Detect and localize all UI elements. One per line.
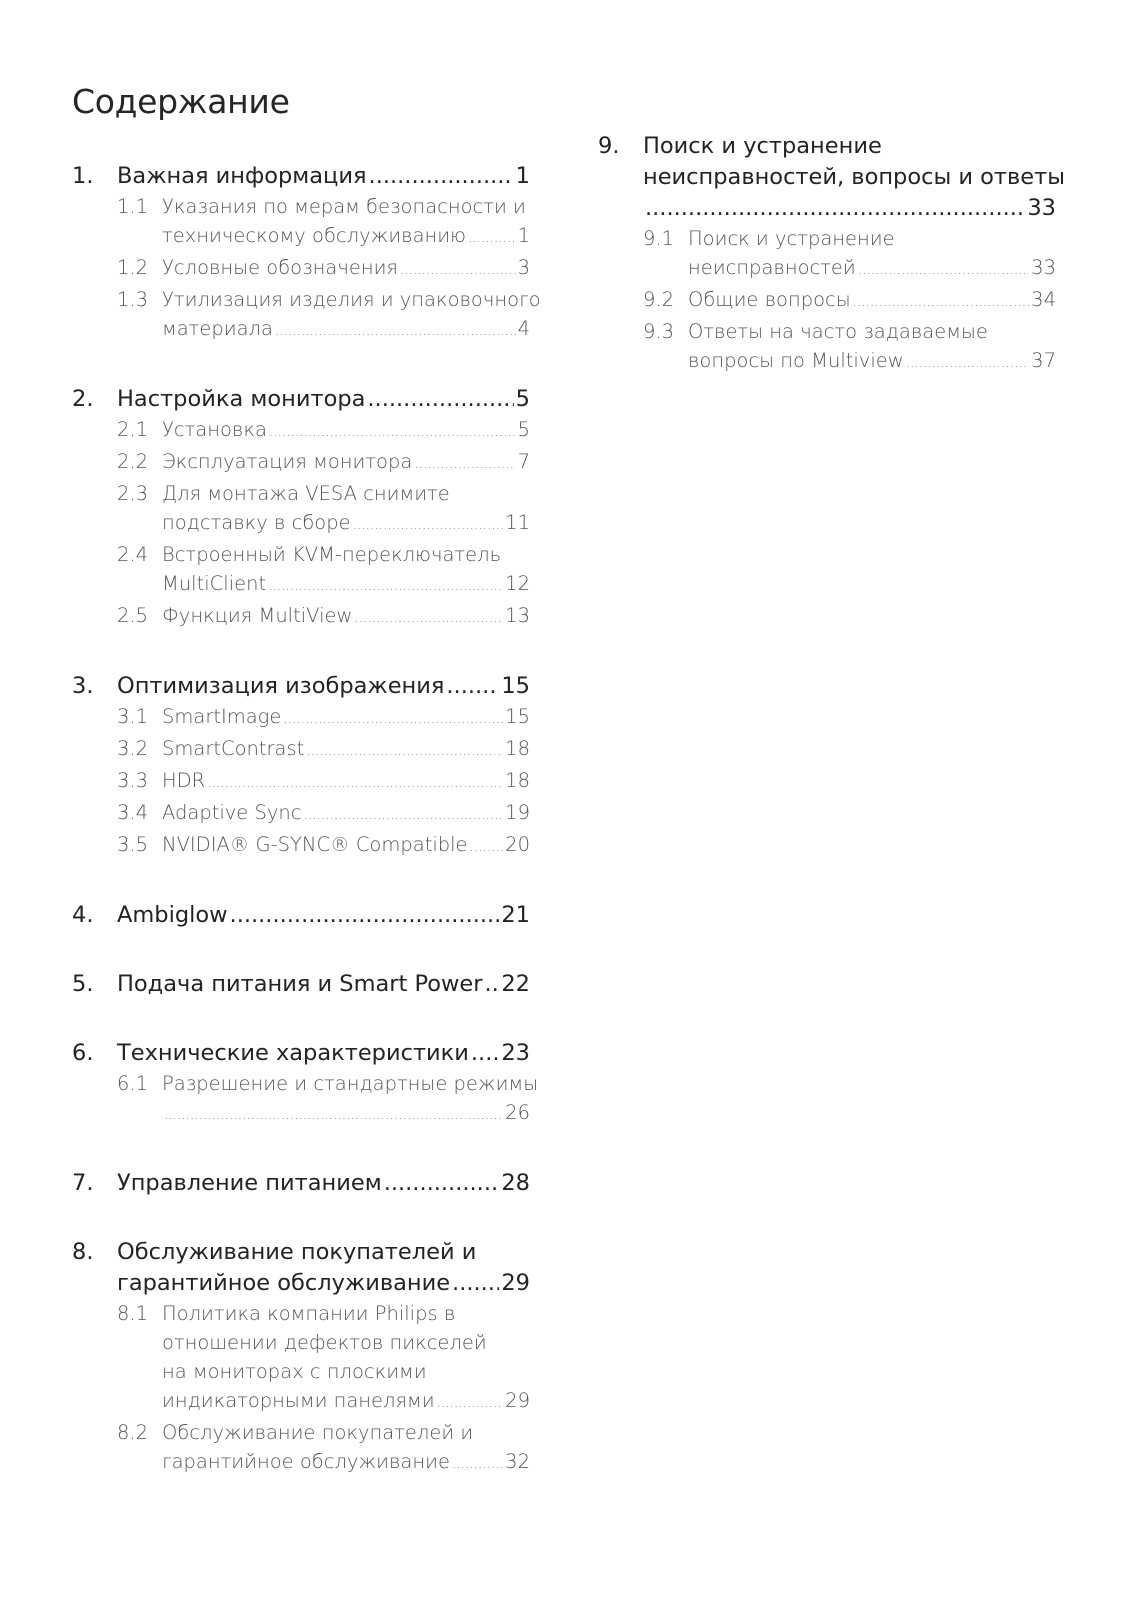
entry-title-line: Оптимизация изображения bbox=[117, 673, 445, 699]
entry-title-line: Обслуживание покупателей и bbox=[162, 1421, 474, 1444]
page-number: 33 bbox=[1031, 256, 1056, 279]
entry-title-line: Adaptive Sync bbox=[162, 801, 302, 824]
dot-leader bbox=[306, 737, 503, 766]
subsection-number: 1.3 bbox=[117, 288, 149, 311]
toc-subsection-entry[interactable] bbox=[72, 285, 541, 346]
entry-title-line: Поиск и устранение bbox=[688, 227, 895, 250]
toc-subsection-entry[interactable] bbox=[72, 253, 530, 285]
page-number: 5 bbox=[515, 386, 530, 412]
section-number: 5. bbox=[72, 971, 94, 997]
dot-leader bbox=[275, 317, 516, 346]
entry-title-line: Управление питанием bbox=[117, 1170, 382, 1196]
toc-section-entry[interactable] bbox=[72, 1168, 530, 1199]
page-number: 20 bbox=[505, 833, 530, 856]
dot-leader bbox=[400, 256, 516, 285]
page-number: 1 bbox=[517, 224, 530, 247]
entry-title-line: Утилизация изделия и упаковочного bbox=[162, 288, 541, 311]
dot-leader bbox=[268, 572, 503, 601]
entry-title-line: MultiClient bbox=[162, 572, 267, 595]
toc-subsection-entry[interactable] bbox=[598, 285, 1056, 317]
toc-section bbox=[72, 969, 530, 1000]
entry-title-line: SmartImage bbox=[162, 705, 282, 728]
page-number: 26 bbox=[505, 1101, 530, 1124]
page-number: 11 bbox=[505, 511, 530, 534]
toc-right-column bbox=[598, 131, 1066, 378]
dot-leader bbox=[230, 900, 500, 931]
page-title: Содержание bbox=[72, 82, 290, 121]
toc-subsection-entry[interactable] bbox=[72, 415, 530, 447]
dot-leader bbox=[414, 450, 515, 479]
subsection-number: 9.1 bbox=[643, 227, 675, 250]
entry-title-line: HDR bbox=[162, 769, 206, 792]
dot-leader bbox=[367, 384, 513, 415]
toc-subsection-entry[interactable] bbox=[72, 540, 530, 601]
toc-subsection-entry[interactable] bbox=[72, 798, 530, 830]
page-number: 37 bbox=[1031, 349, 1056, 372]
entry-title-line: техническому обслуживанию bbox=[162, 224, 466, 247]
entry-title-line: гарантийное обслуживание bbox=[117, 1270, 451, 1296]
entry-title-line: Ambiglow bbox=[117, 902, 228, 928]
section-number: 1. bbox=[72, 163, 94, 189]
subsection-number: 3.2 bbox=[117, 737, 149, 760]
entry-title-line: вопросы по Multiview bbox=[688, 349, 904, 372]
dot-leader bbox=[283, 705, 503, 734]
toc-subsection-entry[interactable] bbox=[72, 447, 530, 479]
toc-subsection-entry[interactable] bbox=[598, 224, 1056, 285]
entry-title-line: Общие вопросы bbox=[688, 288, 851, 311]
subsection-number: 3.4 bbox=[117, 801, 149, 824]
entry-title-line: Условные обозначения bbox=[162, 256, 398, 279]
entry-title-line: Разрешение и стандартные режимы bbox=[162, 1072, 539, 1095]
entry-title-line: неисправностей, вопросы и ответы bbox=[643, 164, 1066, 190]
dot-leader bbox=[645, 193, 1025, 224]
toc-section-entry[interactable] bbox=[72, 969, 530, 1000]
toc-section-entry[interactable] bbox=[72, 1038, 530, 1069]
page-number: 22 bbox=[501, 971, 530, 997]
dot-leader bbox=[485, 969, 500, 1000]
subsection-number: 2.1 bbox=[117, 418, 149, 441]
subsection-number: 3.1 bbox=[117, 705, 149, 728]
page-number: 15 bbox=[505, 705, 530, 728]
entry-title-line: Установка bbox=[162, 418, 267, 441]
dot-leader bbox=[354, 604, 503, 633]
page-number: 5 bbox=[517, 418, 530, 441]
entry-title-line: Поиск и устранение bbox=[643, 133, 882, 159]
page-number: 29 bbox=[505, 1389, 530, 1412]
page-number: 23 bbox=[501, 1040, 530, 1066]
page-number: 18 bbox=[505, 769, 530, 792]
page-number: 4 bbox=[517, 317, 530, 340]
toc-section bbox=[598, 131, 1066, 378]
entry-title-line: гарантийное обслуживание bbox=[162, 1450, 450, 1473]
toc-section bbox=[72, 1168, 530, 1199]
toc-section bbox=[72, 384, 530, 633]
entry-title-line: Технические характеристики bbox=[117, 1040, 469, 1066]
subsection-number: 3.5 bbox=[117, 833, 149, 856]
section-number: 3. bbox=[72, 673, 94, 699]
toc-section-entry[interactable] bbox=[72, 161, 530, 192]
page-number: 33 bbox=[1027, 195, 1056, 221]
toc-section-entry[interactable] bbox=[598, 131, 1066, 224]
entry-title-line: на мониторах с плоскими bbox=[162, 1360, 427, 1383]
dot-leader bbox=[207, 769, 503, 798]
entry-title-line: SmartContrast bbox=[162, 737, 305, 760]
subsection-number: 8.1 bbox=[117, 1302, 149, 1325]
subsection-number: 1.2 bbox=[117, 256, 149, 279]
toc-left-column bbox=[72, 161, 541, 1479]
page-number: 29 bbox=[501, 1270, 530, 1296]
dot-leader bbox=[369, 161, 514, 192]
entry-title-line: Ответы на часто задаваемые bbox=[688, 320, 988, 343]
page-number: 21 bbox=[501, 902, 530, 928]
subsection-number: 9.2 bbox=[643, 288, 675, 311]
section-number: 8. bbox=[72, 1239, 94, 1265]
entry-title-line: отношении дефектов пикселей bbox=[162, 1331, 487, 1354]
entry-title-line: Функция MultiView bbox=[162, 604, 353, 627]
dot-leader bbox=[471, 1038, 499, 1069]
page-number: 28 bbox=[501, 1170, 530, 1196]
entry-title-line: материала bbox=[162, 317, 273, 340]
page-number: 13 bbox=[505, 604, 530, 627]
dot-leader bbox=[304, 801, 504, 830]
toc-section-entry[interactable] bbox=[72, 384, 530, 415]
section-number: 7. bbox=[72, 1170, 94, 1196]
subsection-number: 9.3 bbox=[643, 320, 675, 343]
entry-title-line: Важная информация bbox=[117, 163, 367, 189]
entry-title-line: Эксплуатация монитора bbox=[162, 450, 413, 473]
dot-leader bbox=[853, 288, 1030, 317]
page-number: 7 bbox=[517, 450, 530, 473]
subsection-number: 2.3 bbox=[117, 482, 149, 505]
dot-leader bbox=[858, 256, 1029, 285]
entry-title-line: Подача питания и Smart Power bbox=[117, 971, 483, 997]
entry-title-line: Настройка монитора bbox=[117, 386, 366, 412]
toc-section bbox=[72, 1237, 530, 1479]
entry-title-line: Встроенный KVM-переключатель bbox=[162, 543, 502, 566]
page-number: 3 bbox=[517, 256, 530, 279]
entry-title-line: Для монтажа VESA снимите bbox=[162, 482, 450, 505]
toc-section-entry[interactable] bbox=[72, 900, 530, 931]
toc-subsection-entry[interactable] bbox=[72, 702, 530, 734]
dot-leader bbox=[353, 511, 504, 540]
subsection-number: 3.3 bbox=[117, 769, 149, 792]
subsection-number: 2.2 bbox=[117, 450, 149, 473]
dot-leader bbox=[384, 1168, 500, 1199]
dot-leader bbox=[446, 671, 499, 702]
subsection-number: 1.1 bbox=[117, 195, 149, 218]
dot-leader bbox=[269, 418, 516, 447]
dot-leader bbox=[452, 1450, 503, 1479]
dot-leader bbox=[164, 1101, 503, 1130]
section-number: 2. bbox=[72, 386, 94, 412]
page-number: 12 bbox=[505, 572, 530, 595]
page-number: 32 bbox=[505, 1450, 530, 1473]
entry-title-line: Указания по мерам безопасности и bbox=[162, 195, 526, 218]
dot-leader bbox=[437, 1389, 504, 1418]
page-number: 34 bbox=[1031, 288, 1056, 311]
toc-section bbox=[72, 161, 541, 346]
toc-subsection-entry[interactable] bbox=[72, 1069, 539, 1130]
toc-subsection-entry[interactable] bbox=[72, 830, 530, 862]
toc-section bbox=[72, 900, 530, 931]
section-number: 4. bbox=[72, 902, 94, 928]
dot-leader bbox=[468, 224, 516, 253]
section-number: 9. bbox=[598, 133, 620, 159]
page-number: 19 bbox=[505, 801, 530, 824]
toc-subsection-entry[interactable] bbox=[72, 766, 530, 798]
page-number: 18 bbox=[505, 737, 530, 760]
page-number: 1 bbox=[515, 163, 530, 189]
subsection-number: 2.4 bbox=[117, 543, 149, 566]
toc-subsection-entry[interactable] bbox=[72, 1418, 530, 1479]
toc-subsection-entry[interactable] bbox=[72, 479, 530, 540]
dot-leader bbox=[452, 1268, 499, 1299]
toc-subsection-entry[interactable] bbox=[72, 734, 530, 766]
toc-section-entry[interactable] bbox=[72, 671, 530, 702]
entry-title-line: Политика компании Philips в bbox=[162, 1302, 456, 1325]
dot-leader bbox=[906, 349, 1029, 378]
toc-subsection-entry[interactable] bbox=[598, 317, 1056, 378]
toc-subsection-entry[interactable] bbox=[72, 601, 530, 633]
entry-title-line: неисправностей bbox=[688, 256, 856, 279]
dot-leader bbox=[470, 833, 504, 862]
entry-title-line: NVIDIA® G-SYNC® Compatible bbox=[162, 833, 468, 856]
subsection-number: 8.2 bbox=[117, 1421, 149, 1444]
entry-title-line: индикаторными панелями bbox=[162, 1389, 435, 1412]
toc-section bbox=[72, 671, 530, 862]
entry-title-line: подставку в сборе bbox=[162, 511, 351, 534]
toc-subsection-entry[interactable] bbox=[72, 1299, 530, 1418]
subsection-number: 2.5 bbox=[117, 604, 149, 627]
page-number: 15 bbox=[501, 673, 530, 699]
toc-section bbox=[72, 1038, 539, 1130]
toc-subsection-entry[interactable] bbox=[72, 192, 530, 253]
section-number: 6. bbox=[72, 1040, 94, 1066]
toc-section-entry[interactable] bbox=[72, 1237, 530, 1299]
entry-title-line: Обслуживание покупателей и bbox=[117, 1239, 477, 1265]
subsection-number: 6.1 bbox=[117, 1072, 149, 1095]
